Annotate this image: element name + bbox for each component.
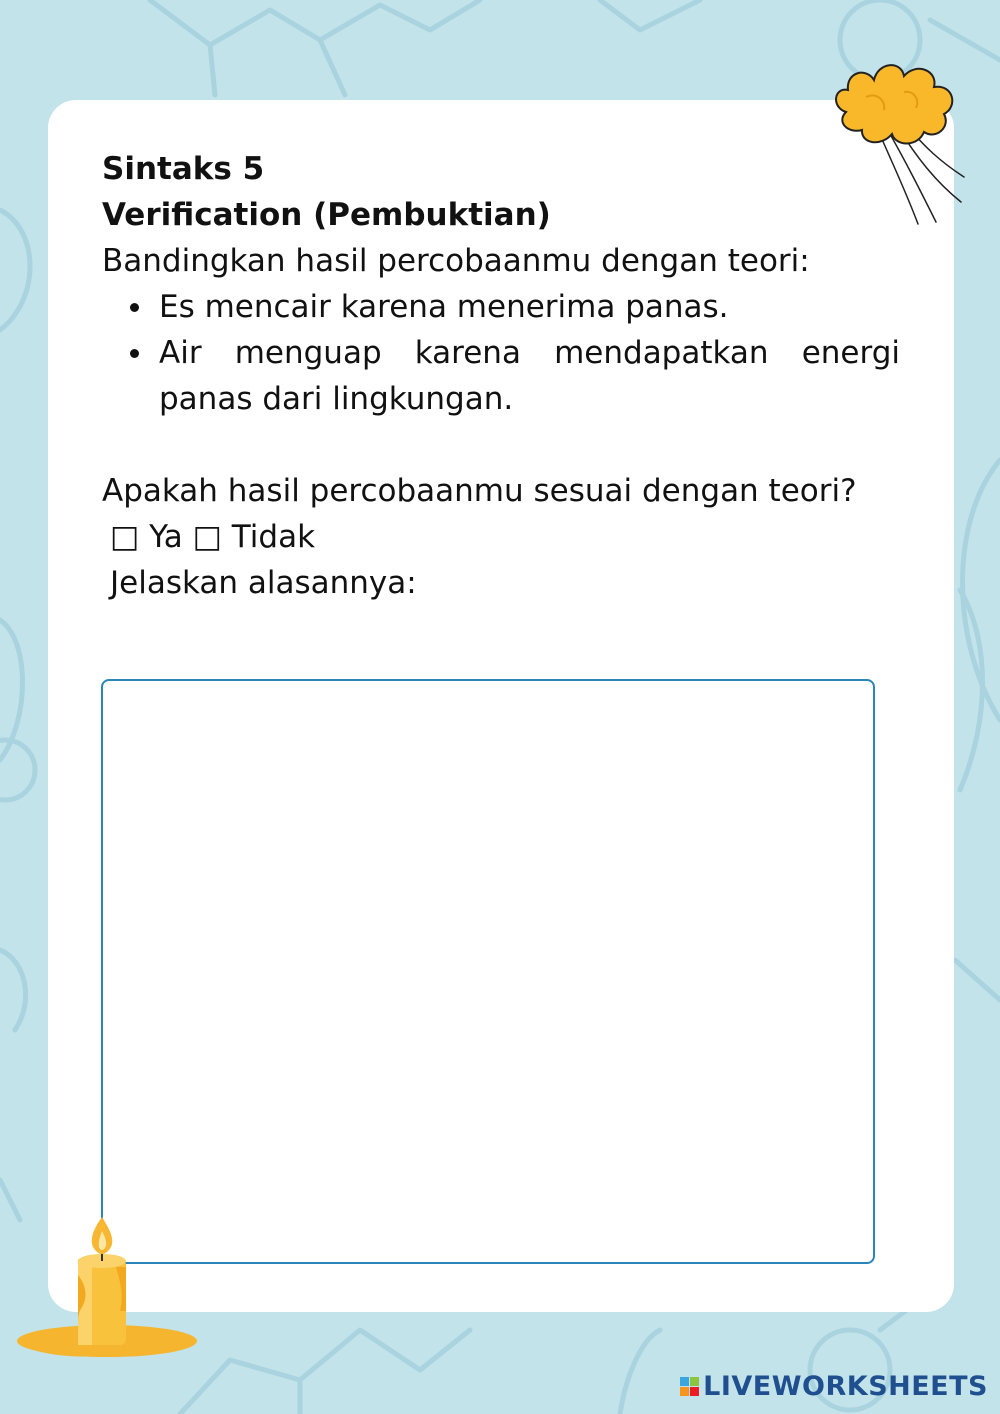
flower-burst-icon — [826, 52, 966, 232]
answer-textbox[interactable] — [101, 679, 875, 1264]
candle-icon — [16, 1215, 198, 1365]
theory-list — [102, 284, 900, 422]
logo-text: LIVEWORKSHEETS — [703, 1371, 988, 1402]
answer-options[interactable]: □ Ya □ Tidak — [110, 519, 316, 555]
instruction-text: Bandingkan hasil percobaanmu dengan teori: — [102, 243, 810, 279]
theory-point: Air menguap karena mendapatkan energi panas dari lingkungan. — [102, 330, 900, 422]
explain-prompt: Jelaskan alasannya: — [110, 565, 417, 601]
liveworksheets-logo — [680, 1371, 988, 1402]
theory-point: Es mencair karena menerima panas. — [102, 284, 900, 330]
worksheet-content — [102, 146, 900, 606]
question-text: Apakah hasil percobaanmu sesuai dengan teori? — [102, 473, 857, 509]
section-heading: Sintaks 5 — [102, 151, 265, 187]
logo-mark-icon — [680, 1377, 699, 1396]
section-subheading: Verification (Pembuktian) — [102, 197, 551, 233]
